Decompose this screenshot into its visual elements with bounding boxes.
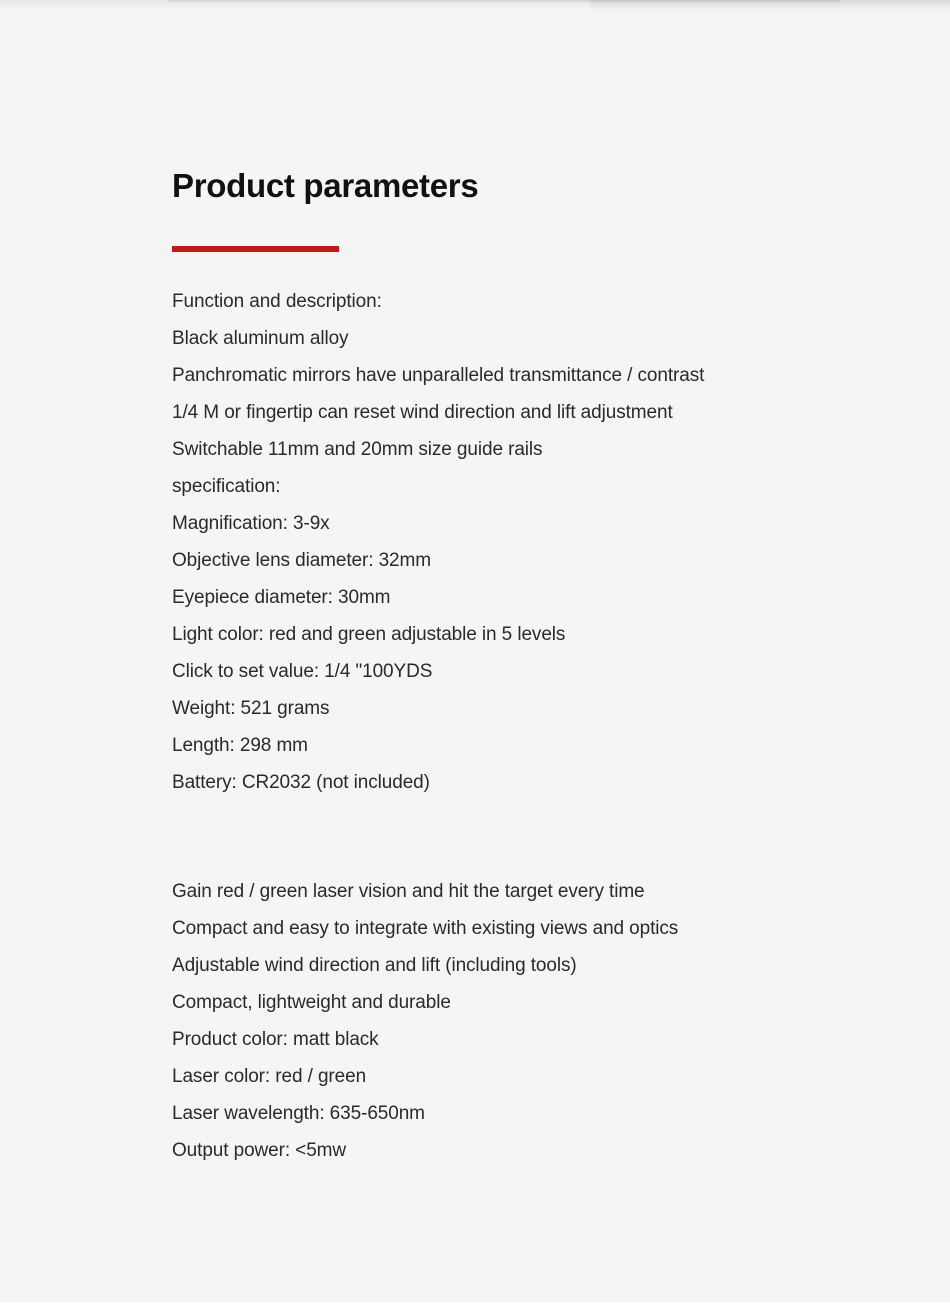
spec-line: Gain red / green laser vision and hit the target every time: [172, 881, 645, 902]
spec-line: Laser wavelength: 635-650nm: [172, 1103, 425, 1124]
spec-line: Product color: matt black: [172, 1029, 379, 1050]
title-underline: [172, 246, 339, 252]
page-title: Product parameters: [172, 167, 479, 204]
spec-line: Objective lens diameter: 32mm: [172, 550, 431, 571]
spec-line: Length: 298 mm: [172, 735, 308, 756]
spec-line: 1/4 M or fingertip can reset wind direction and lift adjustment: [172, 402, 673, 423]
spec-line: Magnification: 3-9x: [172, 513, 330, 534]
spec-line: Adjustable wind direction and lift (including tools): [172, 955, 577, 976]
spec-line: Weight: 521 grams: [172, 698, 330, 719]
spec-line: Compact, lightweight and durable: [172, 992, 451, 1013]
spec-line: Compact and easy to integrate with existing views and optics: [172, 918, 679, 939]
spec-line: Light color: red and green adjustable in 5 levels: [172, 624, 566, 645]
spec-line: Eyepiece diameter: 30mm: [172, 587, 391, 608]
function-description-list: [172, 283, 890, 801]
spec-line: Black aluminum alloy: [172, 328, 349, 349]
spec-line: Function and description:: [172, 291, 382, 312]
bottom-white-strip: [0, 1302, 950, 1316]
spec-line: Output power: <5mw: [172, 1140, 347, 1161]
features-list: [172, 873, 890, 1169]
spec-line: Switchable 11mm and 20mm size guide rails: [172, 439, 543, 460]
spec-line: Click to set value: 1/4 "100YDS: [172, 661, 433, 682]
spec-line: specification:: [172, 476, 281, 497]
spec-line: Laser color: red / green: [172, 1066, 367, 1087]
spec-line: Panchromatic mirrors have unparalleled transmittance / contrast: [172, 365, 705, 386]
spec-line: Battery: CR2032 (not included): [172, 772, 430, 793]
